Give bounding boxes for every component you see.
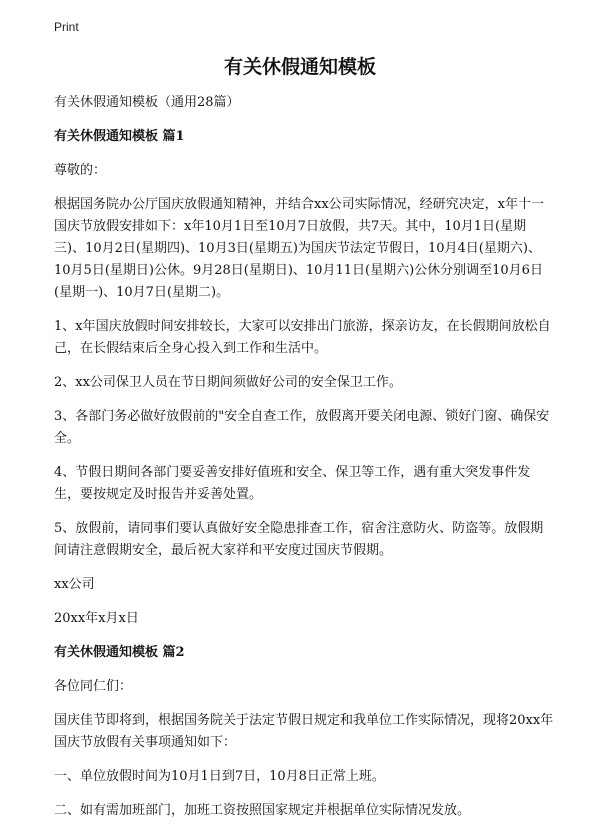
document-body	[54, 92, 554, 834]
print-label: Print	[54, 20, 79, 34]
section-1-item-3: 3、各部门务必做好放假前的"安全自查工作，放假离开要关闭电源、锁好门窗、确保安全。	[54, 409, 550, 446]
section-2-heading: 有关休假通知模板 篇2	[54, 645, 185, 660]
section-1-greeting: 尊敬的：	[54, 163, 107, 178]
document-subtitle: 有关休假通知模板（通用28篇）	[54, 95, 240, 110]
section-2-greeting: 各位同仁们：	[54, 679, 133, 694]
section-1-item-4: 4、节假日期间各部门要妥善安排好值班和安全、保卫等工作，遇有重大突发事件发生，要按规定及时报告并妥善处置。	[54, 465, 531, 502]
section-1-date: 20xx年x月x日	[54, 611, 139, 626]
section-2-intro: 国庆佳节即将到，根据国务院关于法定节假日规定和我单位工作实际情况，现将20xx年国庆节放假有关事项通知如下：	[54, 713, 554, 750]
section-2-item-1: 一、单位放假时间为10月1日到7日，10月8日正常上班。	[54, 769, 385, 784]
section-1-intro: 根据国务院办公厅国庆放假通知精神，并结合xx公司实际情况，经研究决定，x年十一国庆节放假安排如下：x年10月1日至10月7日放假，共7天。其中，10月1日(星期三)、10月2日(星期四)、10月3日(星期五)为国庆节法定节假日，10月4日(星期六)、10月5日(星期日)公休。9月28日(星期日)、10月11日(星期六)公休分别调至10月6日(星期一)、10月7日(星期二)。	[54, 197, 544, 300]
section-1-signature: xx公司	[54, 577, 95, 592]
section-1-item-5: 5、放假前，请同事们要认真做好安全隐患排查工作，宿舍注意防火、防盗等。放假期间请注意假期安全，最后祝大家祥和平安度过国庆节假期。	[54, 521, 544, 558]
section-2-item-2: 二、如有需加班部门，加班工资按照国家规定并根据单位实际情况发放。	[54, 803, 471, 818]
section-1-heading: 有关休假通知模板 篇1	[54, 129, 185, 144]
section-1-item-2: 2、xx公司保卫人员在节日期间须做好公司的安全保卫工作。	[54, 375, 402, 390]
document-title: 有关休假通知模板	[223, 56, 376, 78]
section-1-item-1: 1、x年国庆放假时间安排较长，大家可以安排出门旅游，探亲访友，在长假期间放松自己，在长假结束后全身心投入到工作和生活中。	[54, 319, 551, 356]
